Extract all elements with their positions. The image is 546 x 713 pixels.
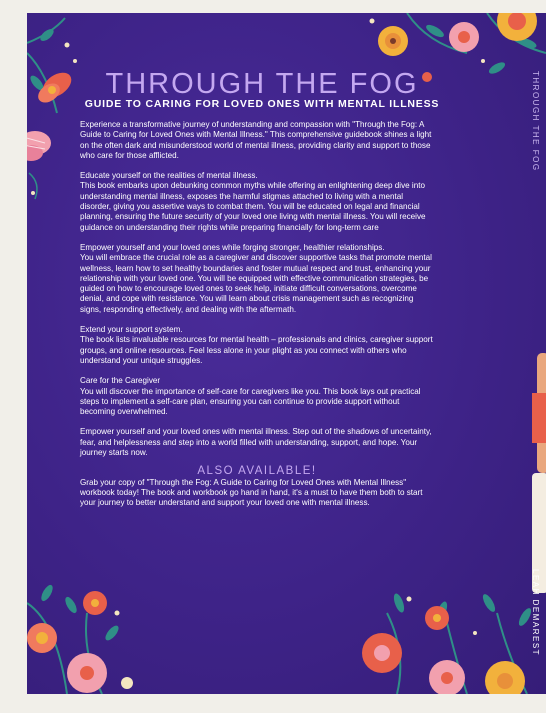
also-available-heading: ALSO AVAILABLE! bbox=[197, 465, 317, 478]
extend-text: The book lists invaluable resources for mental health – professionals and clinics, caregiver support groups, and online resources. Feel less alone in your plight as you connect with others who understand your unique struggles. bbox=[80, 335, 433, 365]
spine-title: THROUGH THE FOG bbox=[531, 71, 540, 172]
educate-heading: Educate yourself on the realities of mental illness. bbox=[80, 171, 258, 181]
care-section bbox=[80, 376, 434, 417]
empower-section bbox=[80, 243, 434, 315]
extend-section bbox=[80, 325, 434, 366]
orange-flower-top-right bbox=[497, 13, 537, 41]
educate-text: This book embarks upon debunking common myths while offering an enlightening deep dive into understanding mental illness, exposes the harmful stigmas attached to living with a mental disorder, giving you assertive ways to combat them. You will be educated on legal and financial planning, ensuring the future security of your loved one living with mental illness. You will receive guidance on understanding their rights while preparing financially for long-term care bbox=[80, 181, 426, 232]
pink-flower-left bbox=[27, 131, 51, 161]
pink-flower-bottom-left bbox=[67, 653, 107, 693]
pink-flower-top bbox=[449, 22, 479, 52]
also-available-text: Grab your copy of "Through the Fog: A Guide to Caring for Loved Ones with Mental Illness" workbook today! The book and workbook go hand in hand, it's a must to have them both to start your journey to better understand and support your loved one with mental illness. bbox=[80, 477, 423, 508]
educate-section bbox=[80, 171, 434, 233]
book-description bbox=[80, 120, 434, 519]
empower-text: You will embrace the crucial role as a caregiver and discover supportive tasks that promote mental wellness, learn how to set healthy boundaries and foster mutual respect and trust, enhancing your relationship with your loved one. You will be equipped with effective communication strategies, be guided on how to encourage loved ones to seek help, initiate difficult conversations, overcome denial, and cope with resistance. You will learn about crisis management such as recognizing signs, responding effectively, and dealing with the aftermath. bbox=[80, 253, 432, 314]
care-heading: Care for the Caregiver bbox=[80, 376, 161, 386]
yellow-flower-bottom-right bbox=[485, 661, 525, 694]
bottom-left-flowers bbox=[27, 583, 133, 694]
author-name: LEAH DEMAREST bbox=[531, 569, 540, 657]
bottom-right-flowers bbox=[362, 592, 533, 694]
pink-flower-bottom-right bbox=[429, 660, 465, 694]
yellow-flower-top bbox=[378, 26, 408, 56]
book-subtitle: GUIDE TO CARING FOR LOVED ONES WITH MENTAL ILLNESS bbox=[84, 98, 440, 110]
book-back-cover bbox=[27, 13, 546, 694]
care-text: You will discover the importance of self-care for caregivers like you. This book lays out practical steps to implement a self-care plan, ensuring you can continue to provide support without becoming overwhelmed. bbox=[80, 386, 421, 417]
empower-heading: Empower yourself and your loved ones while forging stronger, healthier relationships. bbox=[80, 242, 385, 252]
coral-flower-bottom-right bbox=[362, 633, 402, 673]
book-title: THROUGH THE FOG bbox=[105, 68, 419, 100]
coral-flower-bottom-left bbox=[27, 623, 57, 653]
closing-paragraph: Empower yourself and your loved ones with mental illness. Step out of the shadows of uncertainty, fear, and helplessness and step into a world filled with understanding, support, and hope. Your journey starts now. bbox=[80, 427, 432, 458]
extend-heading: Extend your support system. bbox=[80, 325, 183, 335]
intro-paragraph: Experience a transformative journey of understanding and compassion with "Through the Fog: A Guide to Caring for Loved Ones with Mental Illness." This comprehensive guidebook shines a light on the often dark and misunderstood world of mental illness, providing clarity and support to those who care for those afflicted. bbox=[80, 120, 432, 160]
red-flower-bottom-right bbox=[425, 606, 449, 630]
red-flower-bottom-left bbox=[83, 591, 107, 615]
illustrated-figure-right bbox=[532, 353, 546, 593]
